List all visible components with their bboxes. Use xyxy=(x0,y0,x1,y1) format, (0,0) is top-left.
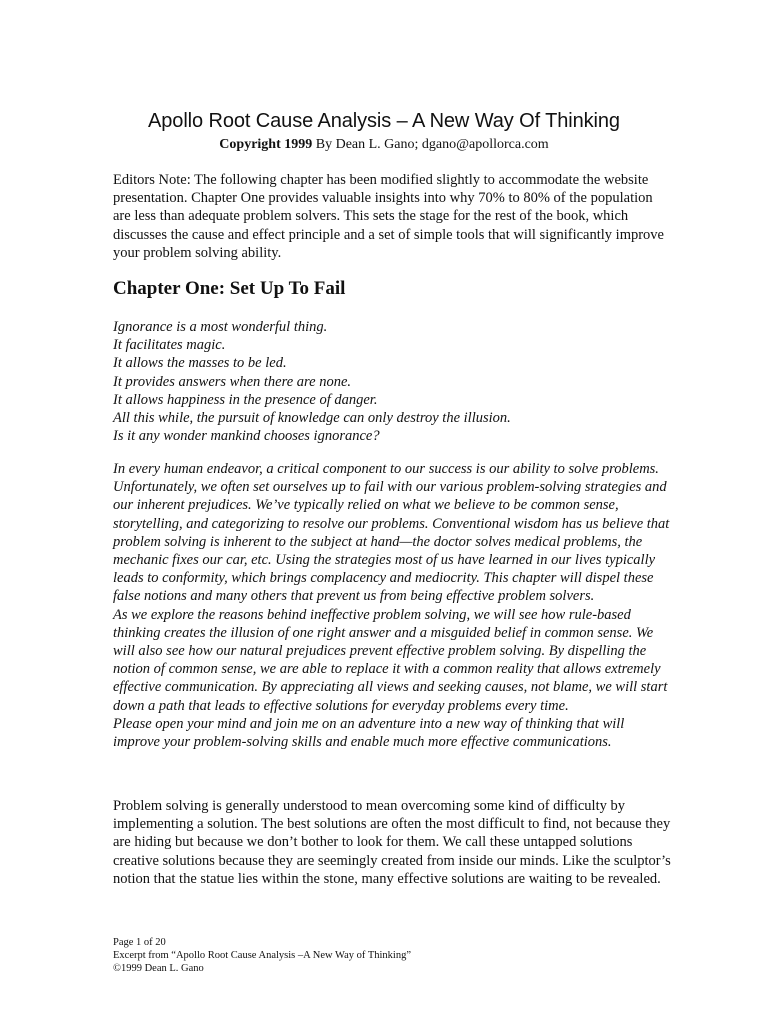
document-title: Apollo Root Cause Analysis – A New Way Of Thinking xyxy=(148,110,620,132)
poem-line: It facilitates magic. xyxy=(113,337,226,354)
poem-line: Ignorance is a most wonderful thing. xyxy=(113,319,328,335)
intro-paragraph: In every human endeavor, a critical component to our success is our ability to solve problems. Unfortunately, we often set ourselves up to fail with our various problem-solving strategies and our inherent prejudices. We’ve typically relied on what we believe to be common sense, storytelling, and categorizing to resolve our problems. Conventional wisdom has us believe that problem solving is inherent to the subject at hand—the doctor solves medical problems, the mechanic fixes our car, etc. Using the strategies most of us have learned in our lives typically leads to conformity, which brings complacency and mediocrity. This chapter will dispel these false notions and many others that prevent us from being effective problem solvers. xyxy=(113,461,670,605)
editors-note: Editors Note: The following chapter has been modified slightly to accommodate the website presentation. Chapter One provides valuable insights into why 70% to 80% of the population are less than adequate problem solvers. This sets the stage for the rest of the book, which discusses the cause and effect principle and a set of simple tools that will significantly improve your problem solving ability. xyxy=(113,172,664,261)
chapter-introduction xyxy=(113,460,673,751)
poem-line: It provides answers when there are none. xyxy=(113,373,352,390)
copyright-author: By Dean L. Gano; dgano@apollorca.com xyxy=(312,137,549,152)
poem-line: All this while, the pursuit of knowledge can only destroy the illusion. xyxy=(113,410,511,427)
chapter-heading: Chapter One: Set Up To Fail xyxy=(113,278,346,299)
poem-line: Is it any wonder mankind chooses ignorance? xyxy=(113,428,380,445)
intro-paragraph: Please open your mind and join me on an adventure into a new way of thinking that will improve your problem-solving skills and enable much more effective communications. xyxy=(113,715,625,751)
footer-excerpt: Excerpt from “Apollo Root Cause Analysis –A New Way of Thinking” xyxy=(113,950,411,961)
copyright-label: Copyright 1999 xyxy=(219,137,313,152)
footer-copyright: ©1999 Dean L. Gano xyxy=(113,963,204,974)
page-footer xyxy=(113,936,411,975)
page-number: Page 1 of 20 xyxy=(113,937,166,948)
intro-paragraph: As we explore the reasons behind ineffective problem solving, we will see how rule-based thinking creates the illusion of one right answer and a misguided belief in common sense. We will also see how our natural prejudices prevent effective problem solving. By dispelling the notion of common sense, we are able to replace it with a common reality that allows extremely effective communication. By appreciating all views and seeking causes, not blame, we will start down a path that leads to effective solutions for everyday problems every time. xyxy=(113,606,668,714)
epigraph-poem xyxy=(113,318,673,445)
poem-line: It allows the masses to be led. xyxy=(113,355,287,372)
copyright-line xyxy=(0,136,768,154)
body-paragraph: Problem solving is generally understood to mean overcoming some kind of difficulty by implementing a solution. The best solutions are often the most difficult to find, not because they are hiding but because we don’t bother to look for them. We call these untapped solutions creative solutions because they are seemingly created from inside our minds. Like the sculptor’s notion that the statue lies within the stone, many effective solutions are waiting to be revealed. xyxy=(113,798,671,887)
poem-line: It allows happiness in the presence of danger. xyxy=(113,391,378,408)
